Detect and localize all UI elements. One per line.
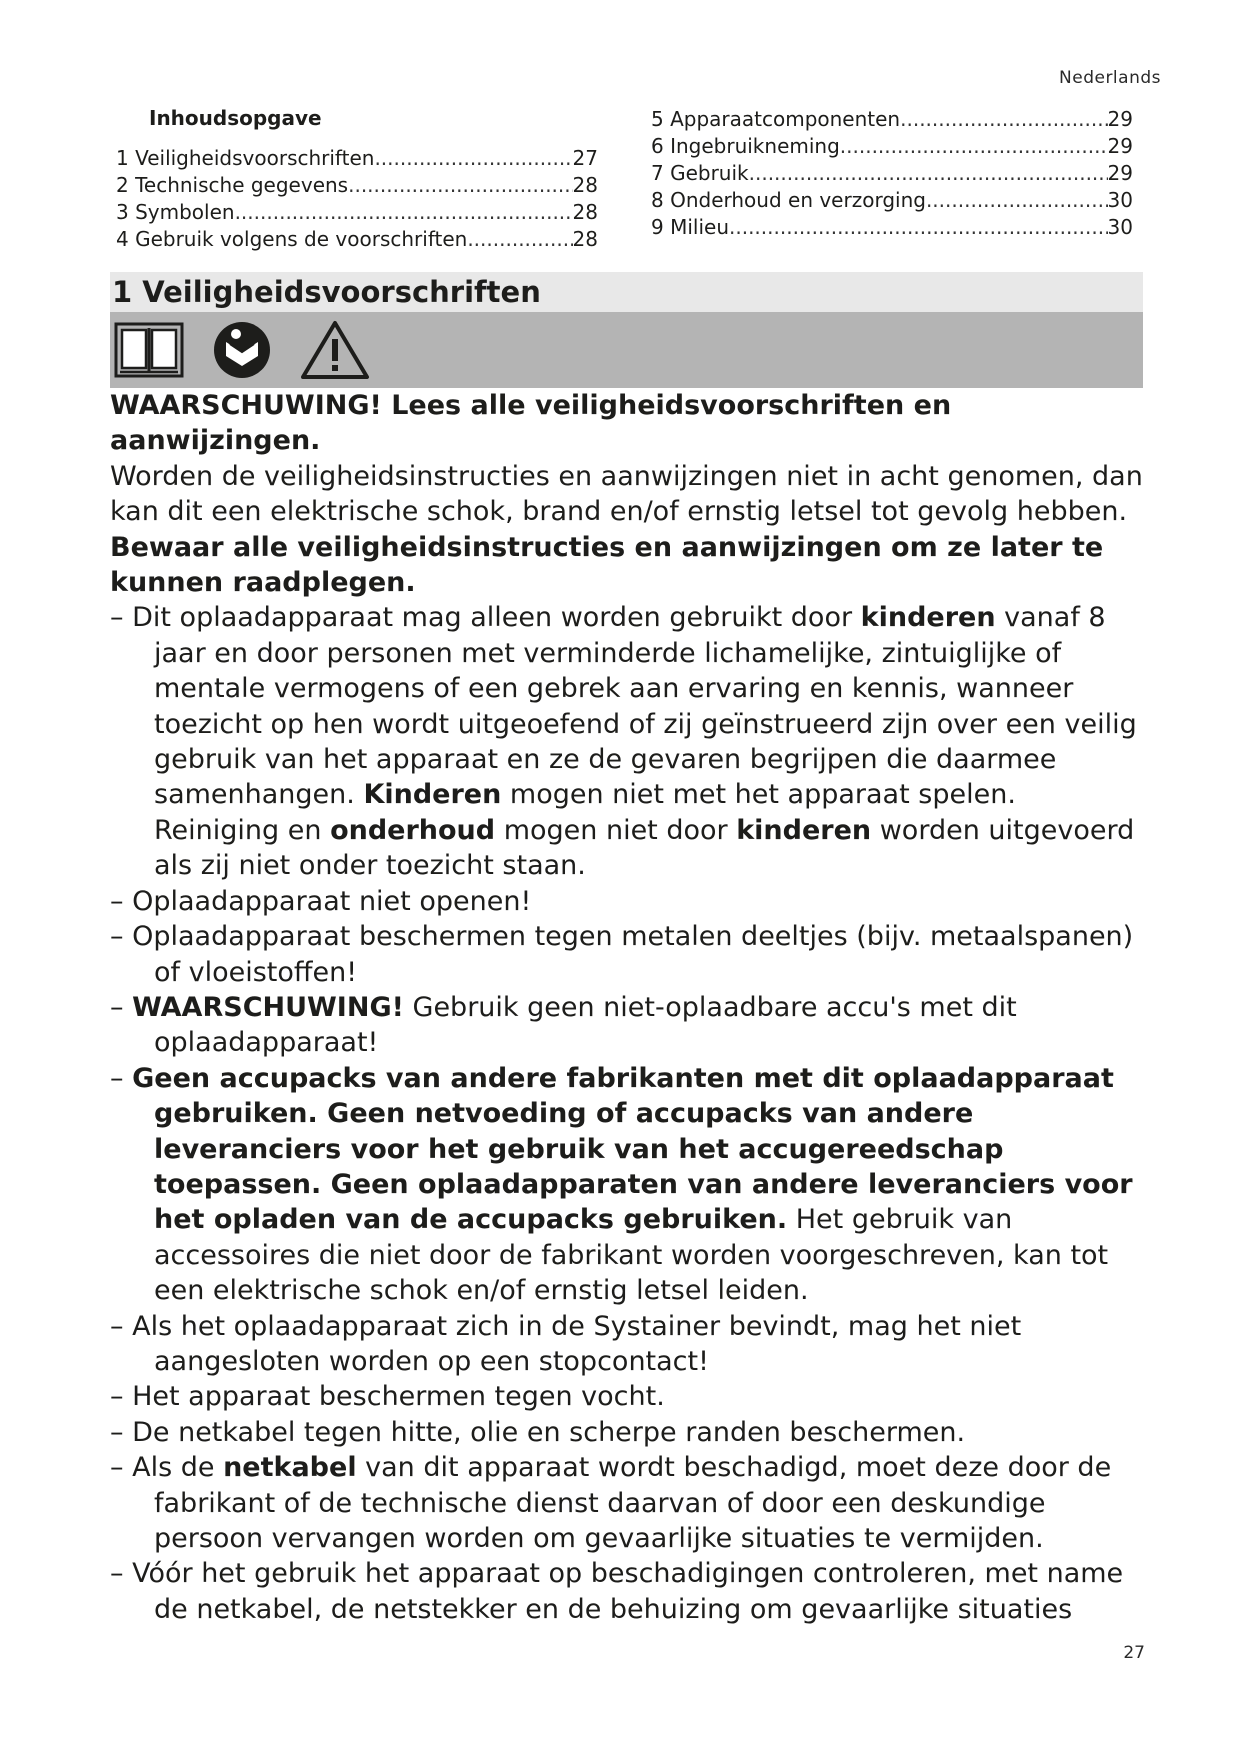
- toc-entry-page: 30: [1107, 215, 1133, 239]
- toc-entry[interactable]: [651, 160, 1133, 187]
- list-item: – Het apparaat beschermen tegen vocht.: [110, 1381, 665, 1413]
- toc-entry[interactable]: [116, 145, 598, 172]
- list-item: – Geen accupacks van andere fabrikanten met dit oplaadapparaat gebruiken. Geen netvoeding of accupacks van andere leveranciers voor het gebruik van het accugereedschap toepassen. Geen oplaadapparaten van andere leveranciers voor het opladen van de accupacks gebruiken. Het gebruik van accessoires die niet door de fabrikant worden voorgeschreven, kan tot een elektrische schok en/of ernstig letsel leiden.: [110, 1062, 1133, 1307]
- list-item: – Als het oplaadapparaat zich in de Systainer bevindt, mag het niet aangesloten worden op een stopcontact!: [110, 1310, 1022, 1377]
- toc-entry[interactable]: [651, 106, 1133, 133]
- toc-entry-page: 28: [572, 173, 598, 197]
- read-manual-icon: [212, 320, 272, 380]
- toc-title: Inhoudsopgave: [149, 106, 322, 130]
- list-item: – Vóór het gebruik het apparaat op beschadigingen controleren, met name de netkabel, de netstekker en de behuizing om gevaarlijke situaties: [110, 1558, 1124, 1625]
- toc-entry-page: 28: [572, 227, 598, 251]
- warning-heading: WAARSCHUWING! Lees alle veiligheidsvoorschriften en aanwijzingen.: [110, 390, 952, 457]
- toc-entry[interactable]: [116, 172, 598, 199]
- toc-entry[interactable]: [651, 214, 1133, 241]
- keep-instructions: Bewaar alle veiligheidsinstructies en aanwijzingen om ze later te kunnen raadplegen.: [110, 531, 1104, 599]
- toc-entry-label: 2 Technische gegevens: [116, 173, 349, 197]
- toc-entry[interactable]: [651, 133, 1133, 160]
- toc-entry-label: 8 Onderhoud en verzorging: [651, 188, 926, 212]
- toc-leader: [840, 133, 1108, 160]
- toc-entry-label: 1 Veiligheidsvoorschriften: [116, 146, 375, 170]
- list-item: – WAARSCHUWING! Gebruik geen niet-oplaadbare accu's met dit oplaadapparaat!: [110, 991, 1017, 1059]
- toc-entry-label: 9 Milieu: [651, 215, 729, 239]
- toc-entry-label: 7 Gebruik: [651, 161, 749, 185]
- toc-leader: [374, 145, 572, 172]
- toc-entry-page: 29: [1107, 134, 1133, 158]
- toc-entry-label: 4 Gebruik volgens de voorschriften: [116, 227, 468, 251]
- toc-left-column: [116, 145, 598, 253]
- list-item: – Oplaadapparaat niet openen!: [110, 885, 532, 917]
- warning-text: Worden de veiligheidsinstructies en aanwijzingen niet in acht genomen, dan kan dit een elektrische schok, brand en/of ernstig letsel tot gevolg hebben.: [110, 460, 1143, 528]
- safety-content: [110, 388, 1145, 1627]
- toc-entry[interactable]: [651, 187, 1133, 214]
- toc-leader: [235, 199, 573, 226]
- section-title: 1 Veiligheidsvoorschriften: [110, 272, 1143, 312]
- toc-leader: [348, 172, 572, 199]
- language-label: Nederlands: [1059, 68, 1161, 88]
- toc-leader: [749, 160, 1108, 187]
- list-item: – De netkabel tegen hitte, olie en scherpe randen beschermen.: [110, 1416, 966, 1448]
- toc-entry[interactable]: [116, 199, 598, 226]
- toc-entry-page: 29: [1107, 107, 1133, 131]
- toc-entry-label: 5 Apparaatcomponenten: [651, 107, 901, 131]
- toc-right-column: [651, 106, 1133, 241]
- toc-entry-page: 28: [572, 200, 598, 224]
- warning-triangle-icon: [300, 319, 370, 381]
- list-item: – Als de netkabel van dit apparaat wordt beschadigd, moet deze door de fabrikant of de technische dienst daarvan of door een deskundige persoon vervangen worden om gevaarlijke situaties te vermijden.: [110, 1452, 1112, 1554]
- safety-list: [110, 600, 1145, 1627]
- toc-leader: [467, 226, 572, 253]
- list-item: – Oplaadapparaat beschermen tegen metalen deeltjes (bijv. metaalspanen) of vloeistoffen!: [110, 921, 1134, 988]
- toc-leader: [926, 187, 1108, 214]
- toc-leader: [900, 106, 1107, 133]
- toc-entry-label: 6 Ingebruikneming: [651, 134, 840, 158]
- toc-entry-label: 3 Symbolen: [116, 200, 235, 224]
- toc-leader: [729, 214, 1108, 241]
- toc-entry-page: 29: [1107, 161, 1133, 185]
- toc-entry-page: 30: [1107, 188, 1133, 212]
- toc-entry-page: 27: [572, 146, 598, 170]
- safety-icon-bar: [110, 312, 1143, 388]
- manual-book-icon: [114, 320, 184, 380]
- page-number: 27: [1123, 1643, 1145, 1663]
- list-item: – Dit oplaadapparaat mag alleen worden gebruikt door kinderen vanaf 8 jaar en door personen met verminderde lichamelijke, zintuiglijke of mentale vermogens of een gebrek aan ervaring en kennis, wanneer toezicht op hen wordt uitgeoefend of zij geïnstrueerd zijn over een veilig gebruik van het apparaat en ze de gevaren begrijpen die daarmee samenhangen. Kinderen mogen niet met het apparaat spelen. Reiniging en onderhoud mogen niet door kinderen worden uitgevoerd als zij niet onder toezicht staan.: [110, 602, 1137, 882]
- toc-entry[interactable]: [116, 226, 598, 253]
